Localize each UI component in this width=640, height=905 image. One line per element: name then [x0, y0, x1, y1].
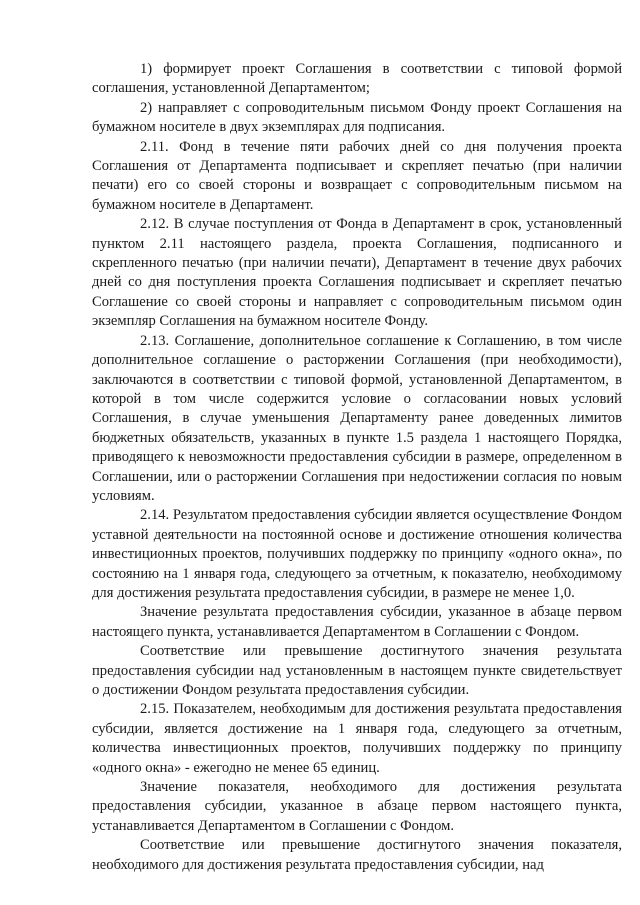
- paragraph-clause-2-12: 2.12. В случае поступления от Фонда в Департамент в срок, установленный пунктом 2.11 настоящего раздела, проекта Соглашения, подписанного и скрепленного печатью (при наличии печати), Департамент в течение двух рабочих дней со дня поступления проекта Соглашения подписывает и скрепляет печатью Соглашение со своей стороны и направляет с сопроводительным письмом один экземпляр Соглашения на бумажном носителе Фонду.: [92, 216, 622, 330]
- paragraph-indicator-value: Значение показателя, необходимого для достижения результата предоставления субсидии, указанное в абзаце первом настоящего пункта, устанавливается Департаментом в Соглашении с Фондом.: [92, 779, 622, 834]
- paragraph-indicator-compliance: Соответствие или превышение достигнутого значения показателя, необходимого для достижения результата предоставления субсидии, над: [92, 837, 622, 873]
- paragraph-item-1: 1) формирует проект Соглашения в соответствии с типовой формой соглашения, установленной Департаментом;: [92, 61, 622, 97]
- paragraph-clause-2-15: 2.15. Показателем, необходимым для достижения результата предоставления субсидии, является достижение на 1 января года, следующего за отчетным, количества инвестиционных проектов, получивших поддержку по принципу «одного окна» - ежегодно не менее 65 единиц.: [92, 701, 622, 776]
- paragraph-clause-2-14: 2.14. Результатом предоставления субсидии является осуществление Фондом уставной деятельности на постоянной основе и достижение отношения количества инвестиционных проектов, получивших поддержку по принципу «одного окна», по состоянию на 1 января года, следующего за отчетным, к показателю, необходимому для достижения результата предоставления субсидии, в размере не менее 1,0.: [92, 507, 622, 601]
- paragraph-result-value: Значение результата предоставления субсидии, указанное в абзаце первом настоящего пункта, устанавливается Департаментом в Соглашении с Фондом.: [92, 604, 622, 640]
- document-page: [92, 60, 622, 875]
- paragraph-clause-2-11: 2.11. Фонд в течение пяти рабочих дней со дня получения проекта Соглашения от Департамента подписывает и скрепляет печатью (при наличии печати) его со своей стороны и возвращает с сопроводительным письмом на бумажном носителе в Департамент.: [92, 138, 622, 213]
- paragraph-item-2: 2) направляет с сопроводительным письмом Фонду проект Соглашения на бумажном носителе в двух экземплярах для подписания.: [92, 99, 622, 136]
- paragraph-clause-2-13: 2.13. Соглашение, дополнительное соглашение к Соглашению, в том числе дополнительное соглашение о расторжении Соглашения (при необходимости), заключаются в соответствии с типовой формой, установленной Департаментом, в которой в том числе содержится условие о согласовании новых условий Соглашения, в случае уменьшения Департаменту ранее доведенных лимитов бюджетных обязательств, указанных в пункте 1.5 раздела 1 настоящего Порядка, приводящего к невозможности предоставления субсидии в размере, определенном в Соглашении, или о расторжении Соглашения при недостижении согласия по новым условиям.: [92, 332, 622, 504]
- paragraph-result-compliance: Соответствие или превышение достигнутого значения результата предоставления субсидии над установленным в настоящем пункте свидетельствует о достижении Фондом результата предоставления субсидии.: [92, 643, 622, 698]
